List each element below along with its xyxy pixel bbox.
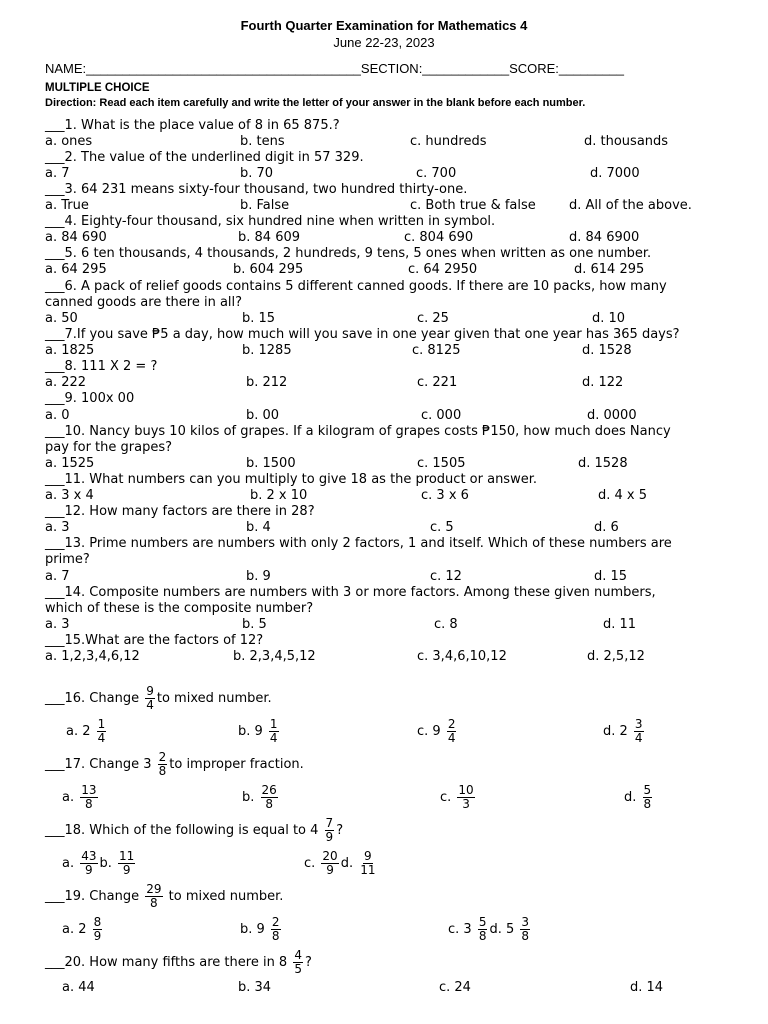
q18-text-pre: ___18. Which of the following is equal to 4 [45, 822, 323, 838]
q17-option-c-fraction [457, 784, 474, 811]
q18-numerator: 7 [325, 815, 334, 830]
question-19 [45, 879, 283, 913]
q17-option-a-num: 13 [81, 782, 97, 797]
q18-option-a-fraction [80, 850, 97, 877]
q19-option-d-num: 3 [521, 914, 530, 929]
q3-option-c: c. Both true & false [410, 198, 536, 213]
q9-option-a: a. 0 [45, 408, 70, 423]
q11-option-c: c. 3 x 6 [421, 488, 469, 503]
q17-option-c [440, 780, 477, 814]
q16-option-a-label: a. 2 [66, 723, 95, 739]
q8-option-a: a. 222 [45, 375, 87, 390]
q2-option-b: b. 70 [240, 166, 274, 181]
q18-option-d-fraction [359, 850, 376, 877]
q5-option-b: b. 604 295 [233, 262, 304, 277]
q17-option-d [624, 780, 654, 814]
q20-option-a: a. 44 [62, 980, 95, 995]
question-9: ___9. 100x 00 [45, 391, 135, 406]
q16-option-a [66, 714, 108, 748]
question-18 [45, 813, 343, 847]
q14-option-b: b. 5 [242, 617, 267, 632]
q15-option-a: a. 1,2,3,4,6,12 [45, 649, 140, 664]
q6-option-c: c. 25 [417, 311, 449, 326]
q18-text-post: ? [336, 822, 344, 838]
q17-option-b-fraction [261, 784, 278, 811]
q4-option-b: b. 84 609 [238, 230, 301, 245]
exam-date: June 22-23, 2023 [333, 35, 435, 50]
q16-option-d-den: 4 [634, 730, 643, 745]
q2-option-d: d. 7000 [590, 166, 640, 181]
q10-option-d: d. 1528 [578, 456, 628, 471]
q11-option-a: a. 3 x 4 [45, 488, 94, 503]
question-10-continued: pay for the grapes? [45, 440, 173, 455]
q16-option-a-num: 1 [97, 716, 106, 731]
q10-option-a: a. 1525 [45, 456, 95, 471]
q1-option-d: d. thousands [584, 134, 669, 149]
q18-option-d-num: 9 [364, 848, 372, 863]
question-12: ___12. How many factors are there in 28? [45, 504, 315, 519]
q17-option-a-label: a. [62, 789, 79, 805]
q12-option-c: c. 5 [430, 520, 454, 535]
q14-option-c: c. 8 [434, 617, 458, 632]
q16-fraction [145, 685, 155, 712]
question-4: ___4. Eighty-four thousand, six hundred nine when written in symbol. [45, 214, 496, 229]
q16-option-c-den: 4 [447, 730, 456, 745]
question-10: ___10. Nancy buys 10 kilos of grapes. If a kilogram of grapes costs ₱150, how much does Nancy [45, 424, 671, 439]
q17-option-d-label: d. [624, 789, 641, 805]
q19-option-b-num: 2 [271, 914, 280, 929]
q19-option-d-label: d. 5 [489, 921, 519, 937]
q16-option-c-fraction [447, 718, 457, 745]
q9-option-b: b. 00 [246, 408, 280, 423]
q2-option-c: c. 700 [416, 166, 457, 181]
q14-option-a: a. 3 [45, 617, 70, 632]
q5-option-a: a. 64 295 [45, 262, 107, 277]
q5-option-d: d. 614 295 [574, 262, 645, 277]
q20-option-d: d. 14 [630, 980, 664, 995]
q8-option-b: b. 212 [246, 375, 288, 390]
q18-option-c-den: 9 [326, 862, 334, 877]
q17-option-c-label: c. [440, 789, 456, 805]
q19-option-b-label: b. 9 [240, 921, 269, 937]
q11-option-b: b. 2 x 10 [250, 488, 308, 503]
q5-option-c: c. 64 2950 [408, 262, 478, 277]
q19-option-b-fraction [271, 916, 281, 943]
q18-option-c-label: c. [304, 855, 320, 871]
q14-option-d: d. 11 [603, 617, 637, 632]
q10-option-c: c. 1505 [417, 456, 466, 471]
q16-numerator: 9 [146, 683, 154, 698]
q18-option-b-num: 11 [119, 848, 135, 863]
q19-fraction [145, 883, 162, 910]
q19-option-a-num: 8 [93, 914, 102, 929]
q16-option-d [603, 714, 646, 748]
question-7: ___7.If you save ₱5 a day, how much will you save in one year given that one year has 365 days? [45, 327, 680, 342]
q20-option-c: c. 24 [439, 980, 471, 995]
q4-option-a: a. 84 690 [45, 230, 107, 245]
question-8: ___8. 111 X 2 = ? [45, 359, 158, 374]
q19-option-c-label: c. 3 [448, 921, 476, 937]
q13-option-d: d. 15 [594, 569, 628, 584]
q18-option-a-label: a. [62, 855, 79, 871]
q18-options-cd [304, 846, 379, 880]
q20-option-b: b. 34 [238, 980, 272, 995]
q18-fraction [325, 817, 335, 844]
q18-option-a-den: 9 [85, 862, 93, 877]
question-6: ___6. A pack of relief goods contains 5 different canned goods. If there are 10 packs, how many [45, 279, 667, 294]
q16-option-a-fraction [97, 718, 107, 745]
q16-denominator: 4 [146, 697, 154, 712]
q18-option-b-fraction [118, 850, 135, 877]
q18-option-b-den: 9 [122, 862, 131, 877]
q17-option-d-num: 5 [643, 782, 652, 797]
q4-option-d: d. 84 6900 [569, 230, 640, 245]
q9-option-d: d. 0000 [587, 408, 637, 423]
q18-option-b-label: b. [99, 855, 117, 871]
q16-text-pre: ___16. Change [45, 690, 144, 706]
q17-numerator: 2 [158, 749, 167, 764]
q19-numerator: 29 [146, 881, 162, 896]
q6-option-a: a. 50 [45, 311, 78, 326]
q13-option-b: b. 9 [246, 569, 271, 584]
q16-text-post: to mixed number. [156, 690, 272, 706]
q19-options-cd [448, 912, 532, 946]
q16-option-b-num: 1 [269, 716, 278, 731]
q19-option-a-label: a. 2 [62, 921, 91, 937]
q10-option-b: b. 1500 [246, 456, 296, 471]
q12-option-b: b. 4 [246, 520, 271, 535]
q19-option-b-den: 8 [271, 928, 280, 943]
q1-option-a: a. ones [45, 134, 93, 149]
q17-option-a-den: 8 [85, 796, 93, 811]
q17-denominator: 8 [158, 763, 167, 778]
q3-option-d: d. All of the above. [569, 198, 692, 213]
question-14-continued: which of these is the composite number? [45, 601, 314, 616]
q18-option-c-fraction [321, 850, 338, 877]
question-16 [45, 681, 272, 715]
q16-option-b-den: 4 [269, 730, 278, 745]
q7-option-d: d. 1528 [582, 343, 632, 358]
q19-option-b [240, 912, 283, 946]
q19-option-a-den: 9 [93, 928, 102, 943]
q19-denominator: 8 [150, 895, 158, 910]
q16-option-c-num: 2 [447, 716, 456, 731]
q15-option-c: c. 3,4,6,10,12 [417, 649, 507, 664]
question-17 [45, 747, 304, 781]
question-6-continued: canned goods are there in all? [45, 295, 243, 310]
q16-option-b-label: b. 9 [238, 723, 267, 739]
q16-option-d-fraction [634, 718, 644, 745]
q15-option-d: d. 2,5,12 [587, 649, 645, 664]
direction-text: Direction: Read each item carefully and write the letter of your answer in the blank before each number. [45, 97, 586, 109]
q11-option-d: d. 4 x 5 [598, 488, 648, 503]
question-14: ___14. Composite numbers are numbers with 3 or more factors. Among these given numbers, [45, 585, 656, 600]
question-3: ___3. 64 231 means sixty-four thousand, two hundred thirty-one. [45, 182, 468, 197]
question-2: ___2. The value of the underlined digit in 57 329. [45, 150, 364, 165]
question-13-continued: prime? [45, 552, 90, 567]
q17-option-c-num: 10 [458, 782, 474, 797]
q18-option-d-label: d. [340, 855, 358, 871]
question-1: ___1. What is the place value of 8 in 65 875.? [45, 118, 340, 133]
q17-text-pre: ___17. Change 3 [45, 756, 156, 772]
q20-text-pre: ___20. How many fifths are there in 8 [45, 954, 292, 970]
q16-option-b [238, 714, 281, 748]
q4-option-c: c. 804 690 [404, 230, 474, 245]
question-13: ___13. Prime numbers are numbers with only 2 factors, 1 and itself. Which of these numbers are [45, 536, 672, 551]
q13-option-a: a. 7 [45, 569, 70, 584]
q15-option-b: b. 2,3,4,5,12 [233, 649, 316, 664]
name-section-score-line: NAME:______________________________________SECTION:____________SCORE:_________ [45, 61, 624, 76]
q12-option-a: a. 3 [45, 520, 70, 535]
q8-option-c: c. 221 [417, 375, 458, 390]
q7-option-c: c. 8125 [412, 343, 461, 358]
q19-text-post: to mixed number. [164, 888, 284, 904]
q6-option-b: b. 15 [242, 311, 276, 326]
q19-option-c-num: 5 [478, 914, 487, 929]
q19-option-c-den: 8 [478, 928, 487, 943]
q17-option-b-label: b. [242, 789, 259, 805]
q20-text-post: ? [304, 954, 312, 970]
q7-option-a: a. 1825 [45, 343, 95, 358]
q19-option-d-den: 8 [521, 928, 530, 943]
q13-option-c: c. 12 [430, 569, 462, 584]
q16-option-d-num: 3 [634, 716, 643, 731]
q20-fraction [293, 949, 303, 976]
q17-option-b-den: 8 [265, 796, 273, 811]
q1-option-b: b. tens [240, 134, 285, 149]
q18-denominator: 9 [325, 829, 334, 844]
q19-option-a [62, 912, 104, 946]
question-20 [45, 945, 312, 979]
q17-option-b [242, 780, 280, 814]
q18-options-ab [62, 846, 137, 880]
q16-option-a-den: 4 [97, 730, 106, 745]
q16-option-c-label: c. 9 [417, 723, 445, 739]
q20-numerator: 4 [294, 947, 302, 962]
question-15: ___15.What are the factors of 12? [45, 633, 264, 648]
q17-option-d-fraction [643, 784, 653, 811]
q7-option-b: b. 1285 [242, 343, 292, 358]
q17-text-post: to improper fraction. [169, 756, 304, 772]
q16-option-d-label: d. 2 [603, 723, 632, 739]
q8-option-d: d. 122 [582, 375, 624, 390]
q17-option-d-den: 8 [643, 796, 652, 811]
section-title: MULTIPLE CHOICE [45, 82, 150, 94]
q9-option-c: c. 000 [421, 408, 462, 423]
q2-option-a: a. 7 [45, 166, 70, 181]
q16-option-c [417, 714, 458, 748]
q19-option-d-fraction [520, 916, 530, 943]
question-5: ___5. 6 ten thousands, 4 thousands, 2 hundreds, 9 tens, 5 ones when written as one number. [45, 246, 652, 261]
q17-option-a [62, 780, 100, 814]
q3-option-a: a. True [45, 198, 89, 213]
q17-option-c-den: 3 [462, 796, 470, 811]
q19-text-pre: ___19. Change [45, 888, 144, 904]
q17-option-a-fraction [80, 784, 97, 811]
q19-option-c-fraction [478, 916, 488, 943]
q3-option-b: b. False [240, 198, 290, 213]
q17-option-b-num: 26 [261, 782, 277, 797]
q12-option-d: d. 6 [594, 520, 619, 535]
question-11: ___11. What numbers can you multiply to give 18 as the product or answer. [45, 472, 537, 487]
q17-fraction [158, 751, 168, 778]
q16-option-b-fraction [269, 718, 279, 745]
q18-option-c-num: 20 [322, 848, 338, 863]
q18-option-d-den: 11 [360, 862, 376, 877]
q19-option-a-fraction [93, 916, 103, 943]
q1-option-c: c. hundreds [410, 134, 487, 149]
q6-option-d: d. 10 [592, 311, 626, 326]
q18-option-a-num: 43 [81, 848, 97, 863]
q20-denominator: 5 [294, 961, 302, 976]
exam-title: Fourth Quarter Examination for Mathematics 4 [240, 18, 528, 33]
